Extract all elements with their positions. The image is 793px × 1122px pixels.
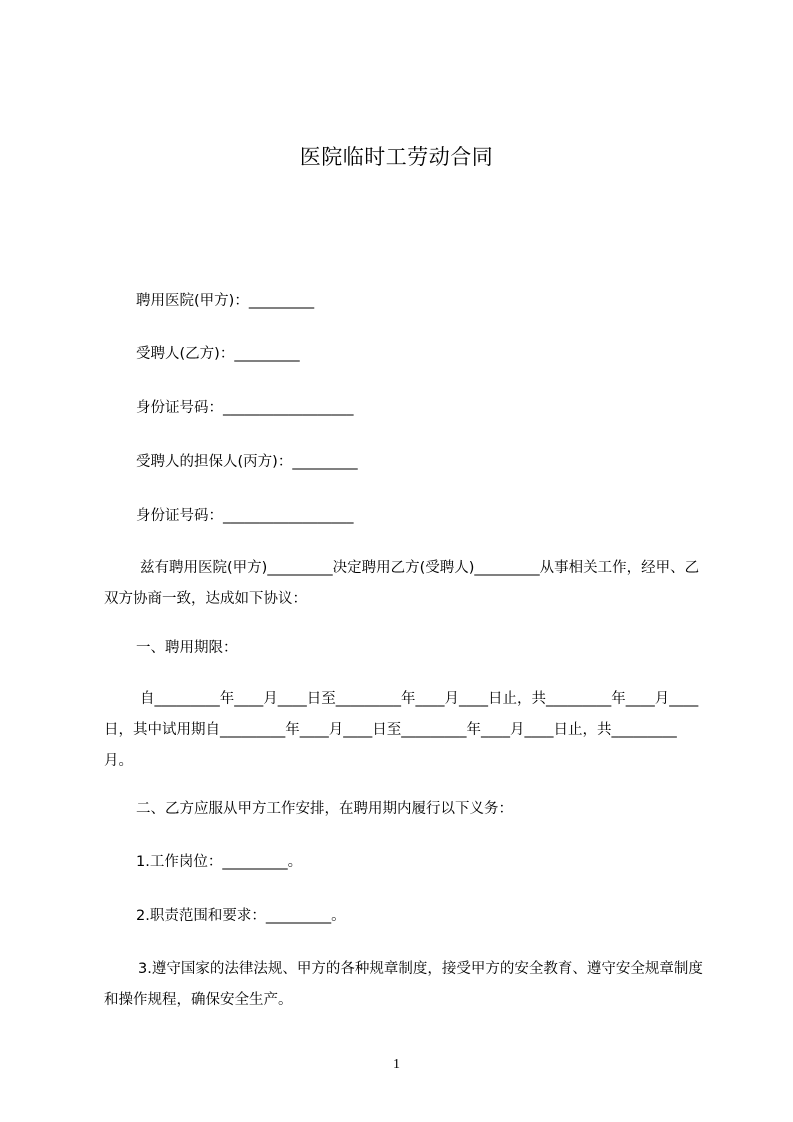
guarantor-id-field: 身份证号码：__________________ (136, 508, 354, 524)
section-1-heading: 一、聘用期限： (136, 640, 238, 656)
section-1-body: 自_________年____月____日至_________年____月____日止，共_________年____月____日，其中试用期自_________年____月____日至_________年____月____日止，共_________月。 (104, 691, 699, 769)
document-title: 医院临时工劳动合同 (299, 145, 494, 169)
intro-paragraph: 兹有聘用医院(甲方)_________决定聘用乙方(受聘人)_________从事相关工作，经甲、乙双方协商一致，达成如下协议： (104, 560, 700, 607)
section-2-heading: 二、乙方应服从甲方工作安排，在聘用期内履行以下义务： (136, 801, 513, 817)
page-number: 1 (393, 1057, 400, 1072)
employee-field: 受聘人(乙方)：_________ (136, 346, 300, 362)
section-2-item-1: 1.工作岗位：_________。 (136, 854, 303, 870)
guarantor-field: 受聘人的担保人(丙方)：_________ (136, 454, 358, 470)
employee-id-field: 身份证号码：__________________ (136, 400, 354, 416)
section-2-item-2: 2.职责范围和要求：_________。 (136, 908, 346, 924)
section-2-item-3: 3.遵守国家的法律法规、甲方的各种规章制度，接受甲方的安全教育、遵守安全规章制度和操作规程，确保安全生产。 (104, 961, 703, 1008)
hospital-field: 聘用医院(甲方)：_________ (136, 293, 315, 309)
